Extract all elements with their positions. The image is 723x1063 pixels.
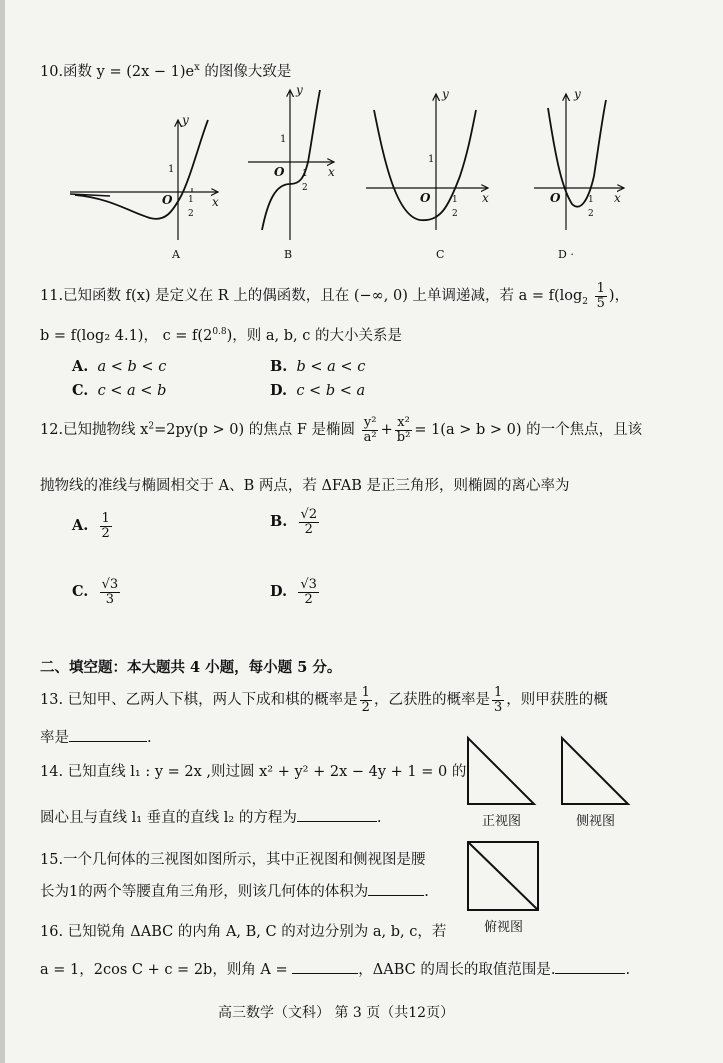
q15-answer-blank[interactable] bbox=[368, 895, 424, 896]
svg-text:1: 1 bbox=[428, 154, 435, 165]
graph-a-one: 1 bbox=[168, 164, 175, 175]
svg-text:2: 2 bbox=[188, 209, 194, 219]
svg-text:1: 1 bbox=[588, 195, 594, 205]
q12-choice-d: D. $\frac{√3}{2}$ bbox=[270, 577, 317, 607]
q15-line1: 15.一个几何体的三视图如图所示，其中正视图和侧视图是腰 bbox=[40, 852, 426, 868]
q12-choice-b: B. $\frac{√2}{2}$ bbox=[270, 507, 318, 537]
svg-text:x: x bbox=[614, 191, 621, 205]
svg-text:1: 1 bbox=[188, 195, 194, 205]
svg-text:O: O bbox=[420, 191, 431, 205]
graph-a bbox=[70, 120, 218, 240]
side-view-triangle bbox=[562, 738, 628, 804]
q13-answer-blank[interactable] bbox=[69, 741, 147, 742]
section-heading: 二、填空题：本大题共 4 小题，每小题 5 分。 bbox=[40, 659, 342, 676]
svg-text:1: 1 bbox=[302, 169, 308, 179]
graph-a-x: x bbox=[212, 195, 219, 209]
q11-line2: b = f(log₂ 4.1)， $c = f(2^{0.8})$，则 a, b, c 的大小关系是 bbox=[40, 327, 402, 344]
front-view-label: 正视图 bbox=[482, 814, 522, 829]
svg-text:O: O bbox=[550, 191, 561, 205]
svg-text:O: O bbox=[274, 165, 285, 179]
three-view-figure bbox=[460, 730, 660, 930]
svg-text:2: 2 bbox=[452, 209, 458, 219]
q11-choice-b: B. b < a < c bbox=[270, 358, 366, 375]
option-c-label: C bbox=[436, 248, 445, 261]
option-b-label: B bbox=[284, 248, 293, 261]
q14-answer-blank[interactable] bbox=[297, 821, 377, 822]
side-view-label: 侧视图 bbox=[576, 814, 616, 829]
q13-line1: 13. 已知甲、乙两人下棋，两人下成和棋的概率是 $\frac{1}{2}$ ，乙获胜的概率是 $\frac{1}{3}$ ，则甲获胜的概 bbox=[40, 685, 608, 715]
top-view-label: 俯视图 bbox=[484, 920, 524, 935]
q13-line2: 率是 . bbox=[40, 730, 152, 746]
graph-a-o: O bbox=[162, 193, 173, 207]
q12-choice-c: C. $\frac{√3}{3}$ bbox=[72, 577, 119, 607]
svg-text:2: 2 bbox=[302, 183, 308, 193]
q10-graphs bbox=[0, 80, 723, 280]
svg-text:y: y bbox=[574, 87, 581, 101]
q16-angle-blank[interactable] bbox=[292, 973, 358, 974]
q11-choice-c: C. c < a < b bbox=[72, 382, 167, 399]
q11-choice-a: A. a < b < c bbox=[72, 358, 167, 375]
q14-line1: 14. 已知直线 l₁ : y = 2x ,则过圆 x² + y² + 2x − 4y + 1 = 0 的 bbox=[40, 764, 467, 780]
q14-line2: 圆心且与直线 l₁ 垂直的直线 l₂ 的方程为 . bbox=[40, 810, 382, 826]
q16-line1: 16. 已知锐角 ΔABC 的内角 A, B, C 的对边分别为 a, b, c，若 bbox=[40, 924, 447, 940]
q11-line1: 11.已知函数 f(x) 是定义在 R 上的偶函数，且在 (−∞, 0) 上单调递减，若 $a = f(\log_2$ $\frac{1}{5}$ )， bbox=[40, 281, 630, 311]
graph-c bbox=[366, 94, 488, 230]
q12-choice-a: A. $\frac{1}{2}$ bbox=[72, 511, 110, 541]
q12-line2: 抛物线的准线与椭圆相交于 A、B 两点，若 ΔFAB 是正三角形，则椭圆的离心率为 bbox=[40, 478, 570, 494]
svg-text:x: x bbox=[328, 165, 335, 179]
svg-text:y: y bbox=[442, 87, 449, 101]
page-footer: 高三数学（文科） 第 3 页（共12页） bbox=[218, 1005, 455, 1021]
q11-choice-d: D. c < b < a bbox=[270, 382, 366, 399]
graph-b bbox=[248, 90, 334, 240]
option-a-label: A bbox=[172, 248, 180, 261]
svg-text:2: 2 bbox=[588, 209, 594, 219]
graph-d bbox=[534, 94, 624, 230]
q10-stem: 10.函数 $y = (2x - 1)e^x$ 的图像大致是 bbox=[40, 62, 292, 80]
svg-text:x: x bbox=[482, 191, 489, 205]
q16-perimeter-blank[interactable] bbox=[555, 973, 625, 974]
option-d-label: D · bbox=[558, 248, 574, 261]
q15-line2: 长为1的两个等腰直角三角形，则该几何体的体积为 . bbox=[40, 884, 429, 900]
q16-line2: a = 1，2cos C + c = 2b，则角 A = ，ΔABC 的周长的取值范围是. . bbox=[40, 962, 631, 978]
q12-line1: 12.已知抛物线 $x^2=2py(p > 0)$ 的焦点 F 是椭圆 $\frac{\text{y²}}{\text{a²}}$ + $\frac{\text{x²}}{\text{b²}}$ = 1(a > b > 0) 的一个焦点，且该 bbox=[40, 415, 643, 445]
svg-text:1: 1 bbox=[452, 195, 458, 205]
front-view-triangle bbox=[468, 738, 534, 804]
graph-a-y: y bbox=[182, 113, 189, 127]
svg-text:y: y bbox=[296, 83, 303, 97]
svg-text:1: 1 bbox=[280, 134, 287, 145]
